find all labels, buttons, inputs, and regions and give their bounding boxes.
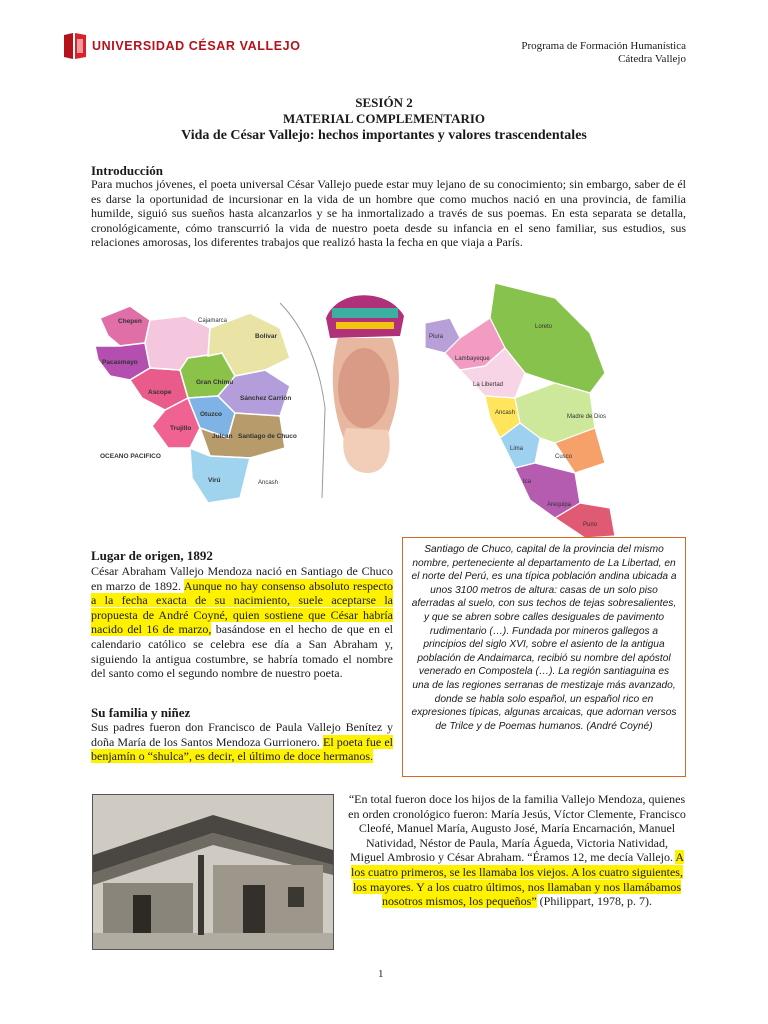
map-label-chepen: Chepen xyxy=(118,318,142,325)
map-label-viru: Virú xyxy=(208,477,221,484)
familia-highlight: El poeta fue el benjamín o “shulca”, es decir, el último de doce hermanos. xyxy=(91,734,393,764)
lugar-paragraph xyxy=(91,564,393,681)
program-header xyxy=(521,40,686,66)
peru-label-lima: Lima xyxy=(510,446,524,452)
peru-label-arequipa: Arequipa xyxy=(547,502,572,508)
title-block xyxy=(80,95,688,145)
peru-label-lambayeque: Lambayeque xyxy=(455,356,490,362)
intro-paragraph: Para muchos jóvenes, el poeta universal César Vallejo puede estar muy lejano de su conocimiento; sin embargo, saber de él es darse la oportunidad de incursionar en la vida de un hombre que como muchos nació en una provincia, de familia humilde, siguió sus sueños hasta alcanzarlos y se ha inmortalizado a través de sus poemas. En esta separata se detalla, cronológicamente, cómo transcurrió la vida de nuestro poeta desde su infancia en el seno familiar, sus estudios, sus relaciones amorosas, los diferentes trabajos que realizó hasta la fecha en que viaja a París. xyxy=(91,177,686,250)
map-label-ascope: Ascope xyxy=(148,389,172,396)
peru-label-la-libertad: La Libertad xyxy=(473,382,504,388)
peru-label-puno: Puno xyxy=(583,522,598,528)
map-label-cajamarca: Cajamarca xyxy=(198,318,228,324)
baby-in-hands-image xyxy=(318,278,410,478)
map-label-bolivar: Bolívar xyxy=(255,333,278,340)
vallejo-house-photo xyxy=(92,794,334,950)
peru-label-cusco: Cusco xyxy=(555,454,573,460)
lugar-text-1: César Abraham Vallejo Mendoza nació en Santiago de Chuco en marzo de 1892. xyxy=(91,564,393,593)
intro-heading: Introducción xyxy=(91,163,163,178)
page-number: 1 xyxy=(378,968,384,980)
ucv-logo-icon xyxy=(64,33,86,59)
map-label-otuzco: Otuzco xyxy=(200,411,223,418)
document-subtitle: Vida de César Vallejo: hechos importantes y valores trascendentales xyxy=(181,128,587,143)
house-photo-illustration xyxy=(93,795,333,949)
peru-label-loreto: Loreto xyxy=(535,324,553,330)
university-logo xyxy=(64,33,324,61)
hijos-highlight: A los cuatro primeros, se les llamaba los viejos. A los cuatro siguientes, los mayores. Y a los cuatro últimos, nos llamaban y nos llamábamos nosotros mismos, los pequeños” xyxy=(351,850,685,909)
peru-label-ica: Ica xyxy=(523,479,532,485)
lugar-highlight: Aunque no hay consenso absoluto respecto a la fecha exacta de su nacimiento, suele aceptarse la propuesta de André Coyné, quien sostiene que César habría nacido del 16 de marzo, xyxy=(91,578,393,637)
hijos-text-1: “En total fueron doce los hijos de la familia Vallejo Mendoza, quienes en orden cronológico fueron: María Jesús, Víctor Clemente, Francisco Cleofé, Manuel María, Augusto José, María Encarnación, Manuel Natividad, Néstor de Paula, María Águeda, Victoria Natividad, Miguel Ambrosio y César Abraham. “Éramos 12, me decía Vallejo. xyxy=(348,792,686,865)
program-line-1: Programa de Formación Humanística xyxy=(521,40,686,52)
map-label-pacasmayo: Pacasmayo xyxy=(102,359,138,366)
familia-paragraph xyxy=(91,720,393,764)
map-label-oceano: OCEANO PACIFICO xyxy=(100,453,161,460)
session-title: SESIÓN 2 xyxy=(355,95,413,110)
logo-text: UNIVERSIDAD CÉSAR VALLEJO xyxy=(92,39,301,53)
map-label-trujillo: Trujillo xyxy=(170,425,192,432)
map-label-gran-chimu: Gran Chimú xyxy=(196,379,234,386)
peru-label-ancash: Ancash xyxy=(495,410,516,416)
program-line-2: Cátedra Vallejo xyxy=(618,53,686,65)
peru-label-madre-de-dios: Madre de Dios xyxy=(567,414,607,420)
peru-map xyxy=(405,278,620,540)
hijos-text-2: (Philippart, 1978, p. 7). xyxy=(536,894,652,909)
map-label-sanchez-carrion: Sánchez Carrión xyxy=(240,395,292,402)
familia-text: Sus padres fueron don Francisco de Paula Vallejo Benítez y doña María de los Santos Mendoza Gurrionero. xyxy=(91,720,393,749)
hijos-paragraph xyxy=(348,792,686,909)
material-title: MATERIAL COMPLEMENTARIO xyxy=(282,111,486,126)
map-label-santiago-de-chuco: Santiago de Chuco xyxy=(238,433,297,440)
la-libertad-map xyxy=(90,298,330,520)
lugar-heading: Lugar de origen, 1892 xyxy=(91,548,213,563)
map-label-ancash: Ancash xyxy=(258,480,279,486)
coyne-quote-box: Santiago de Chuco, capital de la provincia del mismo nombre, perteneciente al departamento de La Libertad, en el norte del Perú, es una típica población andina ubicada a unos 3100 metros de altura: casas de un solo piso aferradas al suelo, con sus techos de tejas sobresalientes, y que se abren sobre calles desiguales de pavimento rudimentario (…). Fundada por mineros gallegos a principios del siglo XVI, sobre el asiento de la antigua población de Andaimarca, recibió su nombre del apóstol venerado en Compostela (…). La región santiaguina es una de las regiones serranas de mestizaje más avanzado, donde se habla solo español, un español rico en expresiones típicas, algunas arcaicas, que adornan versos de Trilce y de Poemas humanos. (André Coyné) xyxy=(402,537,686,777)
peru-label-piura: Piura xyxy=(429,334,444,340)
lugar-text-2: basándose en el hecho de que en el calendario católico se celebra ese día a San Abraham y, siguiendo la antigua costumbre, se habría tomado el nombre del santo como el segundo nombre de nuestro poeta. xyxy=(91,622,393,681)
familia-heading: Su familia y niñez xyxy=(91,705,191,720)
map-label-julcan: Julcan xyxy=(212,433,233,440)
